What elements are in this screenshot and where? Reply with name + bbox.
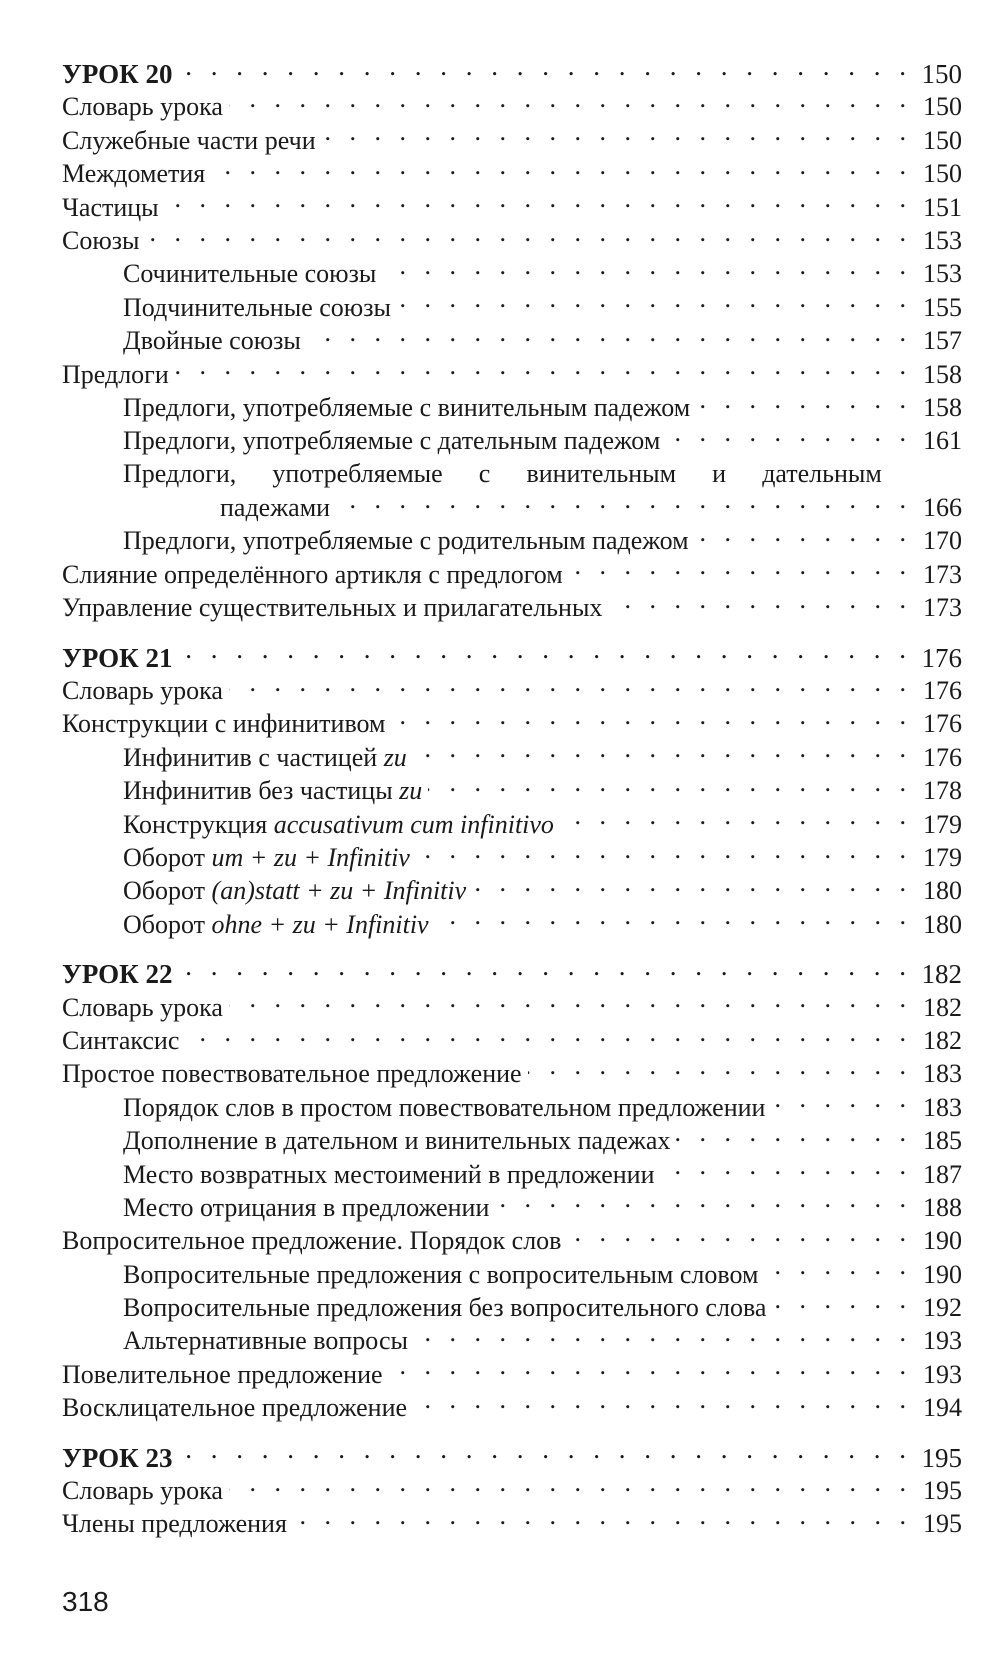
title-text: Инфинитив без частицы (123, 776, 400, 806)
toc-subentry[interactable] (62, 1257, 962, 1290)
toc-entry-title: Конструкции с инфинитивом (62, 709, 386, 739)
dot-leader (178, 640, 912, 667)
toc-subentry[interactable] (62, 290, 962, 323)
toc-heading-lesson-20[interactable] (62, 56, 962, 89)
toc-subentry[interactable] (62, 907, 962, 940)
toc-entry-word: и (712, 458, 727, 488)
toc-subentry[interactable] (62, 1123, 962, 1156)
toc-entry-title: Предлоги, употребляемые с дательным падежом (123, 426, 661, 456)
toc-entry-title: Члены предложения (62, 1509, 287, 1539)
dot-leader (178, 56, 912, 83)
toc-page-number: 195 (923, 1509, 962, 1539)
toc-entry-title: Предлоги, употребляемые с родительным падежом (123, 526, 689, 556)
title-text: Оборот (123, 909, 212, 939)
dot-leader (229, 673, 912, 699)
dot-leader (567, 1223, 912, 1249)
toc-page-number: 180 (923, 876, 962, 906)
dot-leader (293, 1506, 912, 1532)
toc-entry-word: дательным (762, 458, 882, 488)
table-of-contents (62, 56, 962, 1556)
toc-entry[interactable] (62, 156, 962, 189)
toc-subentry[interactable] (62, 256, 962, 289)
toc-entry-title: УРОК 22 (62, 959, 173, 990)
toc-page-number: 185 (923, 1126, 962, 1156)
dot-leader (560, 807, 912, 833)
toc-entry[interactable] (62, 557, 962, 590)
toc-entry-title: УРОК 21 (62, 642, 173, 673)
toc-entry-title: Подчинительные союзы (123, 292, 391, 322)
title-italic: zu (383, 742, 407, 772)
toc-page-number: 190 (923, 1226, 962, 1256)
toc-page-number: 190 (923, 1259, 962, 1289)
toc-subentry[interactable] (62, 1190, 962, 1223)
toc-entry-title (123, 874, 466, 907)
toc-entry-title: Слияние определённого артикля с предлогом (62, 559, 563, 589)
toc-entry[interactable] (62, 1390, 962, 1423)
toc-subentry[interactable] (62, 390, 962, 423)
toc-page-number: 166 (923, 493, 962, 523)
toc-page-number: 193 (923, 1326, 962, 1356)
toc-entry[interactable] (62, 1357, 962, 1390)
toc-entry-title: Словарь урока (62, 676, 223, 706)
toc-entry-title: Междометия (62, 159, 206, 189)
toc-subentry[interactable] (62, 523, 962, 556)
toc-entry-title: Управление существительных и прилагательных (62, 593, 603, 623)
title-text: Конструкция (123, 809, 274, 839)
toc-entry[interactable] (62, 1473, 962, 1506)
dot-leader (146, 223, 912, 249)
toc-page-number: 176 (923, 709, 962, 739)
toc-entry[interactable] (62, 89, 962, 122)
toc-page-number: 153 (923, 259, 962, 289)
dot-leader (336, 490, 912, 516)
dot-leader (416, 840, 912, 866)
toc-heading-lesson-23[interactable] (62, 1440, 962, 1473)
dot-leader (414, 1323, 912, 1349)
toc-page-number: 194 (923, 1393, 962, 1423)
title-text: Оборот (123, 842, 212, 872)
toc-entry[interactable] (62, 990, 962, 1023)
dot-leader (413, 740, 912, 766)
toc-page-number: 182 (921, 959, 962, 990)
toc-page-number: 158 (923, 392, 962, 422)
toc-entry-title: Сочинительные союзы (123, 259, 377, 289)
dot-leader (307, 323, 912, 349)
toc-entry-title (123, 741, 407, 774)
toc-entry-title: УРОК 20 (62, 59, 173, 89)
dot-leader (435, 907, 912, 933)
toc-page-number: 179 (923, 842, 962, 872)
dot-leader (165, 190, 912, 216)
toc-entry-title: Восклицательное предложение (62, 1393, 408, 1423)
toc-page-number: 187 (923, 1159, 962, 1189)
toc-entry-title: Словарь урока (62, 92, 223, 122)
lesson-21-section (62, 640, 962, 941)
toc-entry-title (123, 774, 422, 807)
toc-entry-word: употребляемые (272, 458, 443, 488)
dot-leader (764, 1257, 912, 1283)
toc-entry-title: Служебные части речи (62, 125, 316, 155)
toc-subentry[interactable] (62, 807, 962, 840)
toc-entry[interactable] (62, 706, 962, 739)
toc-page-number: 173 (923, 559, 962, 589)
toc-entry[interactable] (62, 223, 962, 256)
toc-entry-title: Словарь урока (62, 1476, 223, 1506)
toc-subentry[interactable] (62, 773, 962, 806)
toc-entry-word: Предлоги, (123, 458, 237, 488)
toc-entry-title: Альтернативные вопросы (123, 1326, 408, 1356)
dot-leader (175, 357, 912, 383)
toc-entry[interactable] (62, 1056, 962, 1089)
toc-entry-title: Простое повествовательное предложение (62, 1059, 522, 1089)
toc-page-number: 158 (923, 359, 962, 389)
toc-subentry[interactable] (62, 1323, 962, 1356)
dot-leader (771, 1090, 912, 1116)
toc-entry-title: Синтаксис (62, 1025, 180, 1055)
toc-page-number: 150 (921, 59, 962, 89)
toc-entry-title: Словарь урока (62, 992, 223, 1022)
toc-entry[interactable] (62, 673, 962, 706)
dot-leader (185, 1023, 912, 1049)
toc-page-number: 151 (923, 192, 962, 222)
dot-leader (382, 256, 912, 282)
toc-entry[interactable] (62, 1223, 962, 1256)
toc-entry[interactable] (62, 357, 962, 390)
dot-leader (397, 290, 912, 316)
title-italic: um + zu + Infinitiv (211, 842, 410, 872)
toc-page-number: 161 (923, 426, 962, 456)
dot-leader (392, 706, 912, 732)
toc-entry-title: Повелительное предложение (62, 1359, 383, 1389)
dot-leader (695, 523, 912, 549)
toc-entry-title: Дополнение в дательном и винительных падежах (123, 1126, 671, 1156)
toc-entry-title: Порядок слов в простом повествовательном предложении (123, 1092, 766, 1122)
toc-subentry[interactable] (62, 873, 962, 906)
toc-page-number: 173 (923, 593, 962, 623)
toc-page-number: 195 (921, 1442, 962, 1473)
toc-entry[interactable] (62, 1023, 962, 1056)
lesson-20-section (62, 56, 962, 624)
toc-entry-title (123, 908, 429, 941)
title-italic: ohne + zu + Infinitiv (211, 909, 429, 939)
toc-page-number: 182 (923, 1025, 962, 1055)
dot-leader (178, 1440, 912, 1467)
dot-leader (178, 956, 912, 983)
toc-subentry[interactable] (62, 1090, 962, 1123)
toc-page-number: 150 (923, 92, 962, 122)
toc-heading-lesson-22[interactable] (62, 956, 962, 989)
toc-entry-title: Двойные союзы (123, 326, 301, 356)
toc-entry-title: УРОК 23 (62, 1442, 173, 1473)
dot-leader (322, 123, 912, 149)
toc-subentry[interactable] (62, 1290, 962, 1323)
toc-entry-title: Вопросительное предложение. Порядок слов (62, 1226, 562, 1256)
title-italic: (an)statt + zu + Infinitiv (211, 876, 467, 906)
toc-subentry[interactable] (62, 740, 962, 773)
dot-leader (211, 156, 912, 182)
toc-page-number: 176 (921, 642, 962, 673)
toc-subentry[interactable] (62, 840, 962, 873)
toc-page-number: 178 (923, 776, 962, 806)
toc-entry-word: с (478, 458, 491, 488)
dot-leader (660, 1157, 912, 1183)
toc-subentry[interactable] (62, 323, 962, 356)
dot-leader (676, 1123, 912, 1149)
dot-leader (528, 1056, 912, 1082)
toc-entry-title: Предлоги, употребляемые с винительным падежом (123, 392, 691, 422)
toc-subentry[interactable] (62, 423, 962, 456)
toc-entry[interactable] (62, 123, 962, 156)
toc-page-number: 182 (923, 992, 962, 1022)
toc-entry-title: Предлоги (62, 359, 169, 389)
toc-page-number: 192 (923, 1293, 962, 1323)
lesson-23-section (62, 1440, 962, 1540)
toc-entry-word: винительным (526, 458, 677, 488)
toc-page-number: 153 (923, 225, 962, 255)
toc-page-number: 150 (923, 159, 962, 189)
dot-leader (569, 557, 912, 583)
dot-leader (229, 1473, 912, 1499)
dot-leader (389, 1357, 912, 1383)
toc-subentry-continuation[interactable] (62, 490, 962, 523)
toc-entry-title: падежами (220, 493, 331, 523)
toc-page-number: 188 (923, 1192, 962, 1222)
dot-leader (428, 773, 912, 799)
dot-leader (413, 1390, 912, 1416)
toc-page-number: 180 (923, 909, 962, 939)
toc-subentry[interactable] (62, 1157, 962, 1190)
dot-leader (608, 590, 912, 616)
dot-leader (666, 423, 912, 449)
toc-page-number: 193 (923, 1359, 962, 1389)
toc-entry-title: Место отрицания в предложении (123, 1192, 490, 1222)
toc-entry[interactable] (62, 1506, 962, 1539)
toc-page-number: 150 (923, 125, 962, 155)
dot-leader (696, 390, 912, 416)
dot-leader (229, 89, 912, 115)
toc-entry-title: Вопросительные предложения без вопросительного слова (123, 1293, 767, 1323)
toc-subentry-wrapped-line[interactable] (62, 457, 962, 490)
toc-page-number: 183 (923, 1092, 962, 1122)
dot-leader (229, 990, 912, 1016)
title-text: Оборот (123, 876, 212, 906)
toc-page-number: 183 (923, 1059, 962, 1089)
toc-entry-title (123, 808, 554, 841)
toc-entry-title: Место возвратных местоимений в предложении (123, 1159, 655, 1189)
toc-entry-title: Вопросительные предложения с вопросительным словом (123, 1259, 759, 1289)
page-number: 318 (62, 1586, 109, 1617)
toc-entry-title: Частицы (62, 192, 159, 222)
dot-leader (772, 1290, 912, 1316)
toc-page-number: 176 (923, 742, 962, 772)
dot-leader (472, 873, 912, 899)
title-italic: accusativum cum infinitivo (273, 809, 554, 839)
toc-page-number: 155 (923, 292, 962, 322)
toc-entry-title (123, 841, 410, 874)
toc-entry-title: Союзы (62, 225, 140, 255)
dot-leader (495, 1190, 912, 1216)
title-text: Инфинитив с частицей (123, 742, 384, 772)
toc-page-number: 176 (923, 676, 962, 706)
toc-page-number: 179 (923, 809, 962, 839)
toc-page-number: 170 (923, 526, 962, 556)
toc-page-number: 157 (923, 326, 962, 356)
lesson-22-section (62, 956, 962, 1423)
toc-entry[interactable] (62, 590, 962, 623)
toc-entry[interactable] (62, 190, 962, 223)
toc-page-number: 195 (923, 1476, 962, 1506)
toc-heading-lesson-21[interactable] (62, 640, 962, 673)
title-italic: zu (399, 776, 423, 806)
